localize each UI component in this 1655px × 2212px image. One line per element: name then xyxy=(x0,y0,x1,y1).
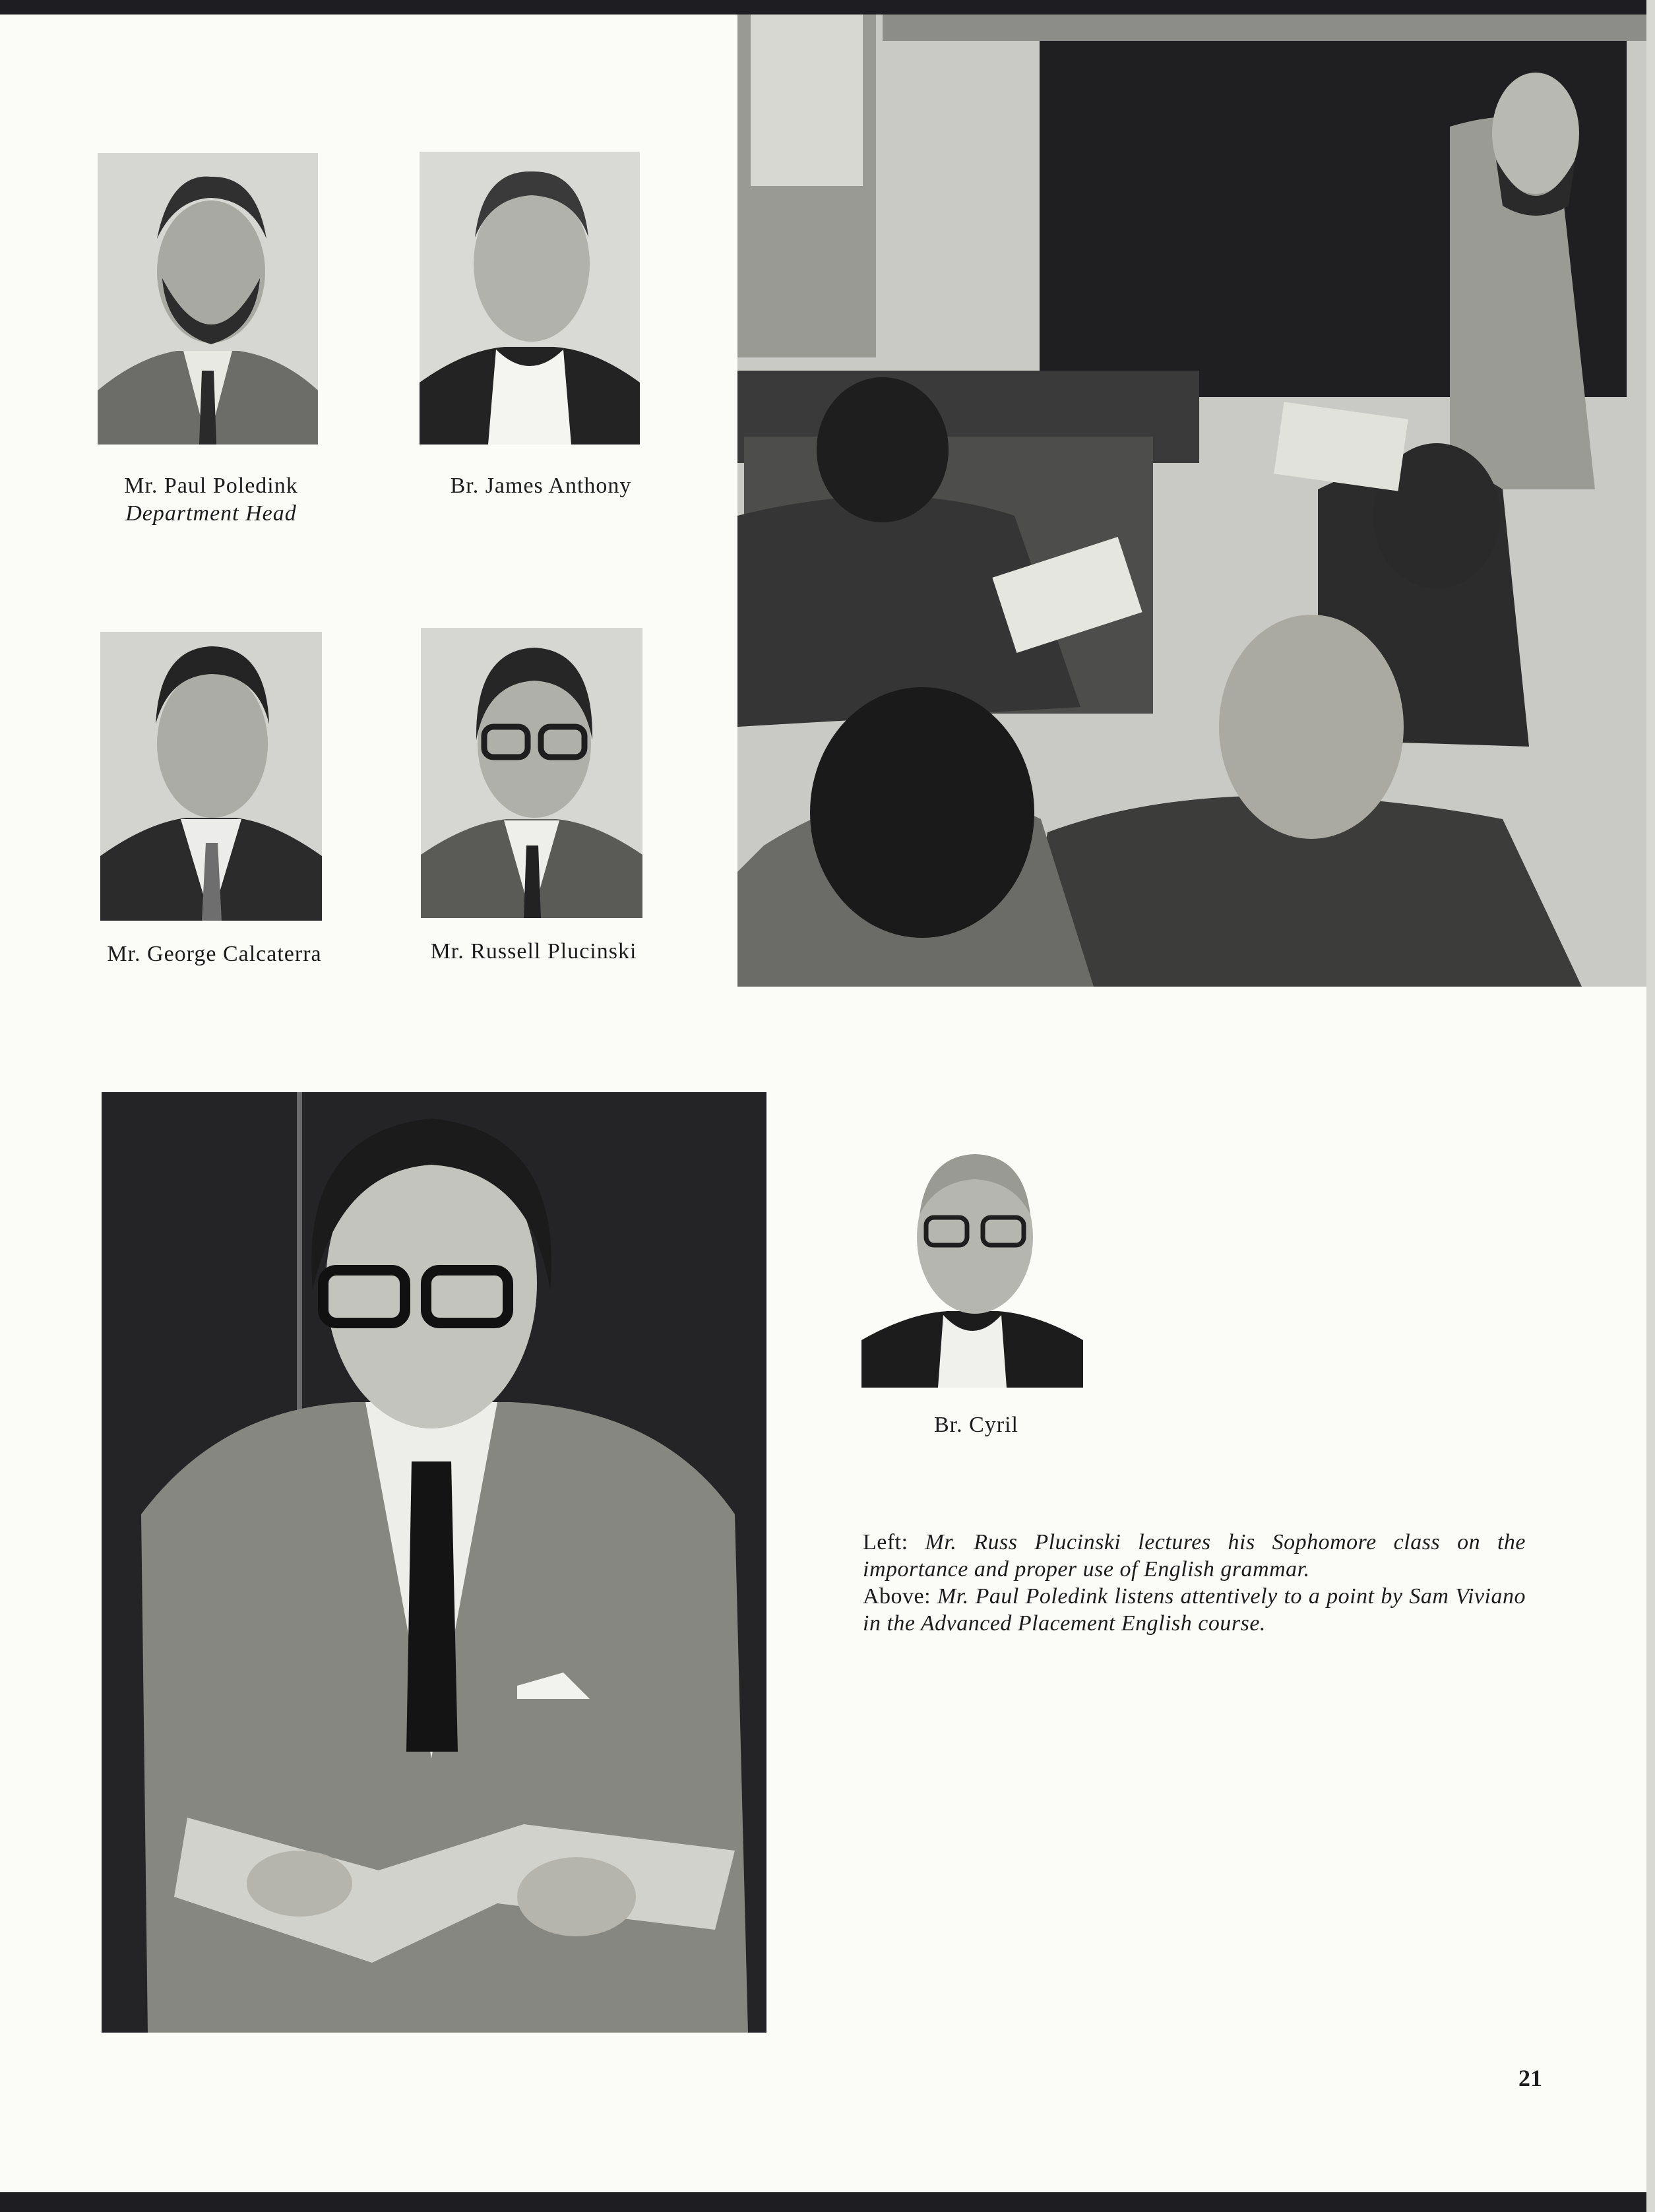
portrait-george-calcaterra xyxy=(100,632,322,921)
name-russell-plucinski: Mr. Russell Plucinski xyxy=(430,939,637,964)
scan-border-bottom xyxy=(0,2192,1655,2212)
caption-left-label: Left: xyxy=(863,1530,908,1554)
caption-above-text: Mr. Paul Poledink listens attentively to a point by Sam Viviano in the Advanced Placement English course. xyxy=(863,1584,1526,1636)
name-paul-poledink: Mr. Paul Poledink xyxy=(124,474,298,498)
page-number: 21 xyxy=(1518,2065,1542,2091)
name-george-calcaterra: Mr. George Calcaterra xyxy=(107,942,322,966)
name-br-cyril: Br. Cyril xyxy=(933,1413,1019,1437)
portrait-br-cyril xyxy=(861,1129,1083,1388)
photo-captions xyxy=(863,1529,1526,1637)
caption-above xyxy=(863,1583,1526,1637)
name-james-anthony: Br. James Anthony xyxy=(450,474,632,498)
caption-left xyxy=(863,1529,1526,1583)
role-department-head: Department Head xyxy=(125,501,297,526)
scan-border-right xyxy=(1646,0,1655,2212)
caption-george-calcaterra xyxy=(79,940,350,968)
caption-russell-plucinski xyxy=(398,938,669,966)
caption-james-anthony xyxy=(409,472,673,500)
caption-paul-poledink xyxy=(79,472,343,528)
lecturer-photo xyxy=(102,1092,766,2033)
portrait-russell-plucinski xyxy=(421,628,642,918)
classroom-photo xyxy=(737,15,1646,987)
portrait-james-anthony xyxy=(420,152,640,445)
caption-above-label: Above: xyxy=(863,1584,931,1609)
scan-border-top xyxy=(0,0,1655,15)
portrait-paul-poledink xyxy=(98,153,318,445)
caption-br-cyril xyxy=(844,1411,1108,1439)
caption-left-text: Mr. Russ Plucinski lectures his Sophomore class on the importance and proper use of English grammar. xyxy=(863,1530,1526,1582)
